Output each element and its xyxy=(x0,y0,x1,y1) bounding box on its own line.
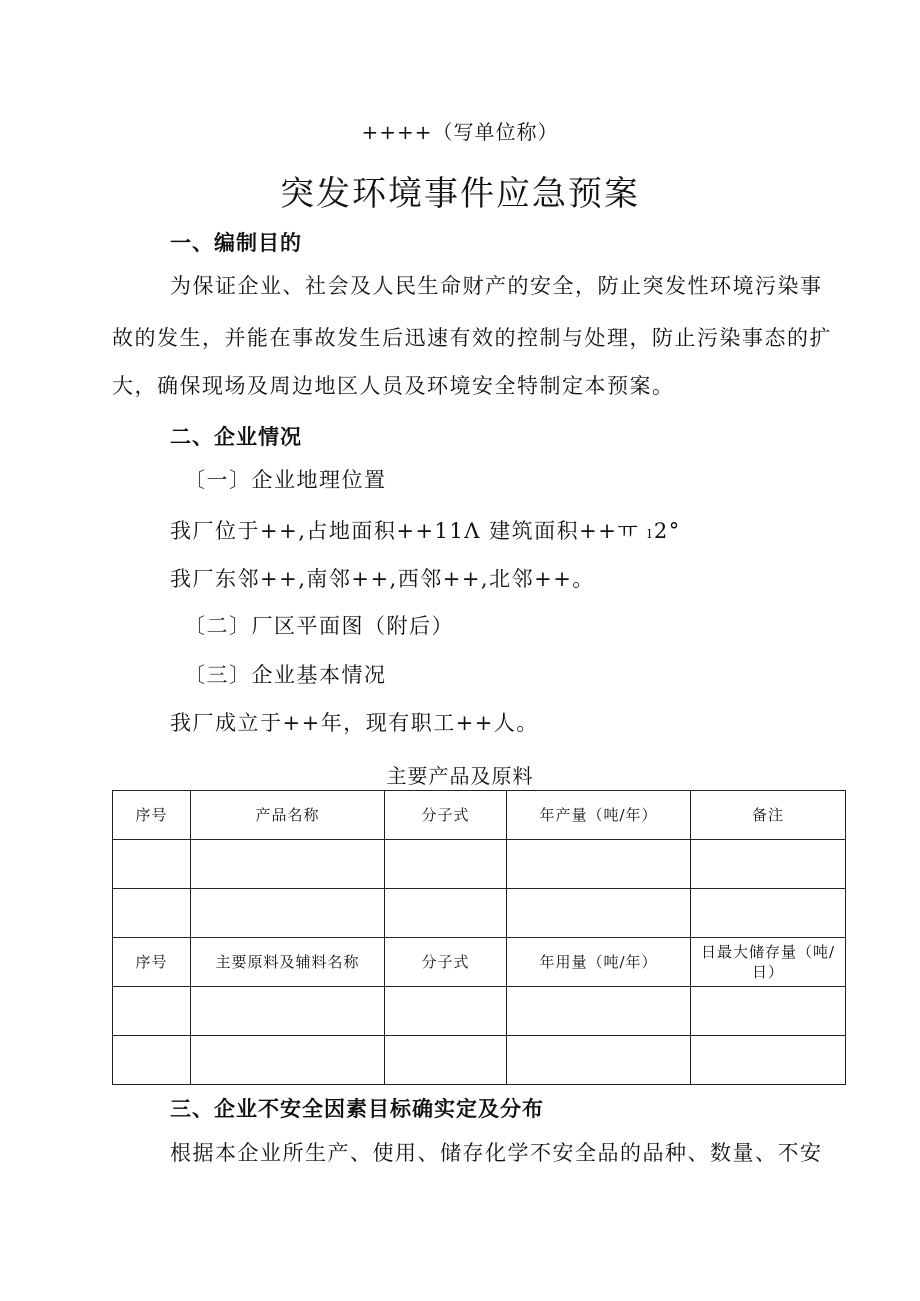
table-cell[interactable] xyxy=(191,1036,385,1085)
table-row xyxy=(113,1036,846,1085)
header-cell: 年产量（吨/年） xyxy=(507,791,691,840)
section-heading-enterprise: 二、企业情况 xyxy=(170,424,302,449)
table-cell[interactable] xyxy=(191,987,385,1036)
header-cell: 日最大储存量（吨/日） xyxy=(691,938,846,987)
subsection-site-plan: 〔二〕厂区平面图（附后） xyxy=(184,614,454,638)
products-materials-table xyxy=(112,790,846,1085)
table-caption: 主要产品及原料 xyxy=(386,764,534,788)
header-cell: 分子式 xyxy=(385,791,507,840)
table-row xyxy=(113,889,846,938)
purpose-paragraph-line-3: 大，确保现场及周边地区人员及环境安全特制定本预案。 xyxy=(112,374,675,398)
location-line: 我厂位于++,占地面积++11Λ 建筑面积++ㅠ ₗ2° xyxy=(170,519,681,543)
table-cell[interactable] xyxy=(113,1036,191,1085)
table-cell[interactable] xyxy=(507,840,691,889)
table-cell[interactable] xyxy=(385,987,507,1036)
table-row xyxy=(113,840,846,889)
basic-info-line: 我厂成立于++年，现有职工++人。 xyxy=(170,711,539,735)
header-cell: 年用量（吨/年） xyxy=(507,938,691,987)
header-cell: 主要原料及辅料名称 xyxy=(191,938,385,987)
table-cell[interactable] xyxy=(385,840,507,889)
table-cell[interactable] xyxy=(507,987,691,1036)
neighbors-line: 我厂东邻++,南邻++,西邻++,北邻++。 xyxy=(170,567,595,591)
subsection-basic-info: 〔三〕企业基本情况 xyxy=(184,663,387,687)
table-cell[interactable] xyxy=(113,840,191,889)
table-cell[interactable] xyxy=(385,1036,507,1085)
subsection-location: 〔一〕企业地理位置 xyxy=(184,468,387,492)
table-cell[interactable] xyxy=(507,889,691,938)
table-cell[interactable] xyxy=(507,1036,691,1085)
table-cell[interactable] xyxy=(113,987,191,1036)
section-heading-hazards: 三、企业不安全因素目标确实定及分布 xyxy=(170,1096,544,1121)
table-header-row xyxy=(113,938,846,987)
header-cell: 序号 xyxy=(113,791,191,840)
table-cell[interactable] xyxy=(691,987,846,1036)
document-title: 突发环境事件应急预案 xyxy=(280,174,640,214)
purpose-paragraph-line-2: 故的发生，并能在事故发生后迅速有效的控制与处理，防止污染事态的扩 xyxy=(112,326,832,350)
header-cell: 产品名称 xyxy=(191,791,385,840)
section-heading-purpose: 一、编制目的 xyxy=(170,230,302,255)
table-cell[interactable] xyxy=(113,889,191,938)
table-cell[interactable] xyxy=(191,889,385,938)
table-cell[interactable] xyxy=(691,840,846,889)
header-cell: 备注 xyxy=(691,791,846,840)
table-header-row xyxy=(113,791,846,840)
table-cell[interactable] xyxy=(691,1036,846,1085)
table-cell[interactable] xyxy=(191,840,385,889)
purpose-paragraph-line-1: 为保证企业、社会及人民生命财产的安全，防止突发性环境污染事 xyxy=(170,274,823,298)
header-cell: 分子式 xyxy=(385,938,507,987)
hazards-paragraph-line-1: 根据本企业所生产、使用、储存化学不安全品的品种、数量、不安 xyxy=(170,1141,823,1165)
table-cell[interactable] xyxy=(691,889,846,938)
header-cell: 序号 xyxy=(113,938,191,987)
table-cell[interactable] xyxy=(385,889,507,938)
table-row xyxy=(113,987,846,1036)
unit-name-subtitle: ++++（写单位称） xyxy=(361,120,559,144)
